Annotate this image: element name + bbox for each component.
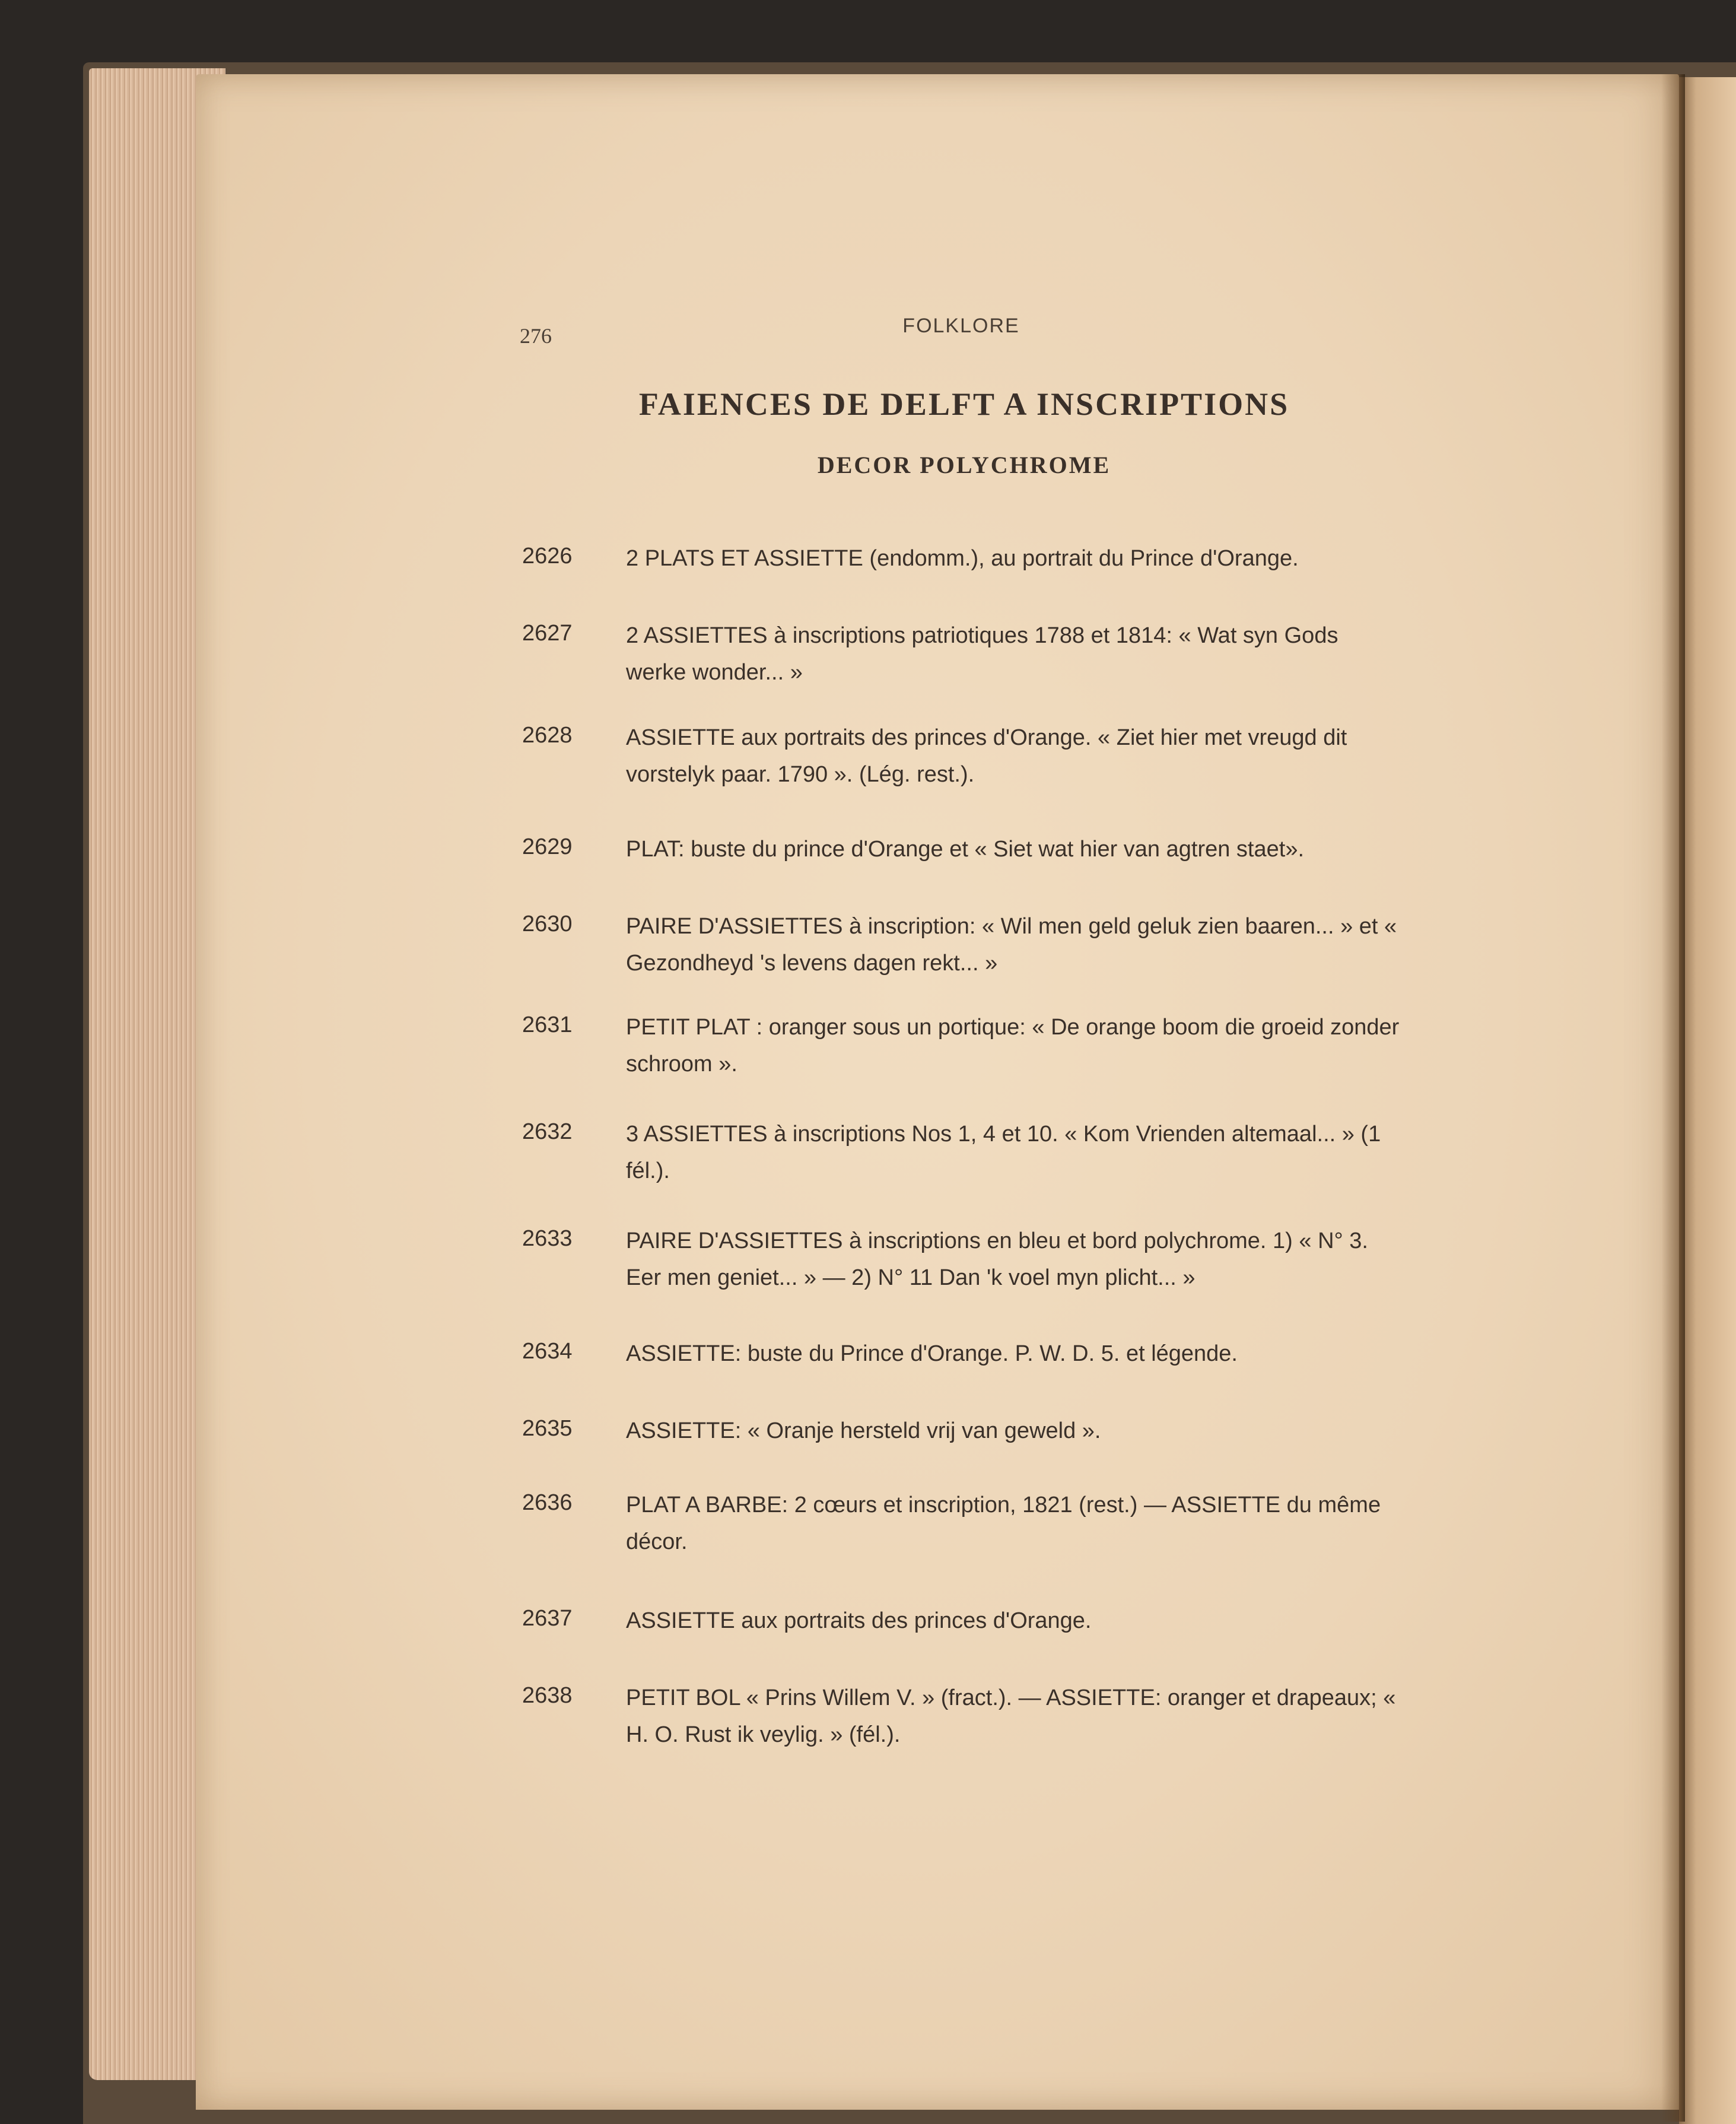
- lot-entry: [522, 540, 1412, 617]
- lot-entry: [522, 1679, 1412, 1757]
- section-subtitle: DECOR POLYCHROME: [817, 452, 1111, 478]
- lot-number: 2635: [522, 1416, 573, 1441]
- lot-entry: [522, 1335, 1412, 1412]
- lot-description: PAIRE D'ASSIETTES à inscription: « Wil men geld geluk zien baaren... » et « Gezondheyd 's levens dagen rekt... »: [626, 914, 1397, 976]
- lot-entry: [522, 1223, 1412, 1300]
- facing-page-edge: [1679, 77, 1736, 2124]
- lot-number: 2627: [522, 621, 573, 646]
- section-title: FAIENCES DE DELFT A INSCRIPTIONS: [638, 386, 1290, 422]
- lot-description: 3 ASSIETTES à inscriptions Nos 1, 4 et 10. « Kom Vrienden altemaal... » (1 fél.).: [626, 1122, 1381, 1183]
- lot-entry: [522, 1487, 1412, 1564]
- lot-number: 2632: [522, 1119, 573, 1144]
- lot-description: PLAT A BARBE: 2 cœurs et inscription, 1821 (rest.) — ASSIETTE du même décor.: [626, 1493, 1381, 1554]
- lot-entry: [522, 1602, 1412, 1679]
- lot-entry: [522, 831, 1412, 908]
- lot-entry: [522, 719, 1412, 796]
- lot-number: 2638: [522, 1683, 573, 1708]
- lot-entry: [522, 1412, 1412, 1490]
- lot-number: 2630: [522, 912, 573, 936]
- lot-description: ASSIETTE: buste du Prince d'Orange. P. W. D. 5. et légende.: [626, 1341, 1238, 1366]
- lot-description: PETIT BOL « Prins Willem V. » (fract.). — ASSIETTE: oranger et drapeaux; « H. O. Rust ik veylig. » (fél.).: [626, 1685, 1396, 1747]
- lot-description: ASSIETTE aux portraits des princes d'Orange.: [626, 1608, 1092, 1633]
- lot-entry: [522, 908, 1412, 985]
- lot-entry: [522, 617, 1412, 694]
- lot-entry: [522, 1009, 1412, 1086]
- lot-description: ASSIETTE: « Oranje hersteld vrij van geweld ».: [626, 1418, 1101, 1443]
- page-gutter: [1661, 74, 1685, 2122]
- lot-number: 2628: [522, 723, 573, 748]
- lot-number: 2633: [522, 1226, 573, 1251]
- lot-description: 2 PLATS ET ASSIETTE (endomm.), au portrait du Prince d'Orange.: [626, 546, 1299, 571]
- lot-description: PETIT PLAT : oranger sous un portique: « De orange boom die groeid zonder schroom ».: [626, 1015, 1400, 1077]
- lot-number: 2631: [522, 1012, 573, 1037]
- page-number: 276: [520, 324, 552, 348]
- lot-number: 2629: [522, 834, 573, 859]
- book-page: [196, 74, 1679, 2110]
- lot-description: PAIRE D'ASSIETTES à inscriptions en bleu et bord polychrome. 1) « N° 3. Eer men geniet... » — 2) N° 11 Dan 'k voel myn plicht... »: [626, 1228, 1368, 1290]
- lot-description: ASSIETTE aux portraits des princes d'Orange. « Ziet hier met vreugd dit vorstelyk paar. 1790 ». (Lég. rest.).: [626, 725, 1347, 787]
- running-head: FOLKLORE: [902, 315, 1020, 337]
- lot-description: PLAT: buste du prince d'Orange et « Siet wat hier van agtren staet».: [626, 837, 1305, 862]
- lot-number: 2626: [522, 544, 573, 569]
- lot-number: 2636: [522, 1490, 573, 1515]
- lot-description: 2 ASSIETTES à inscriptions patriotiques 1788 et 1814: « Wat syn Gods werke wonder... »: [626, 623, 1338, 685]
- lot-number: 2634: [522, 1339, 573, 1364]
- lot-number: 2637: [522, 1606, 573, 1631]
- lot-entry: [522, 1116, 1412, 1193]
